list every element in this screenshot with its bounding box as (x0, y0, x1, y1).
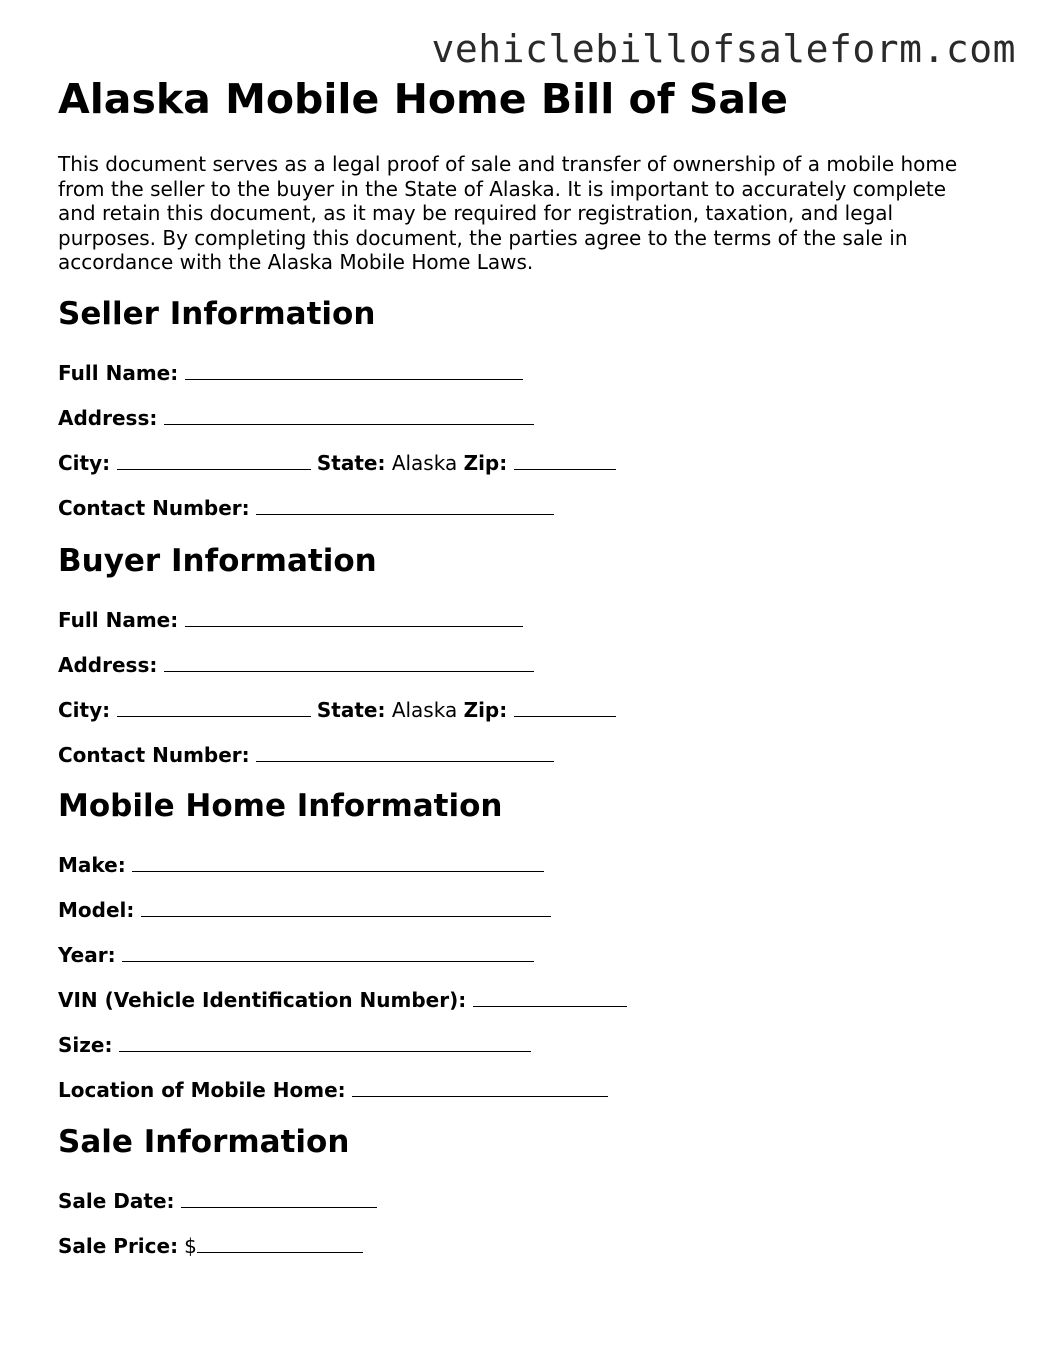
seller-heading: Seller Information (58, 296, 376, 332)
sale-section (58, 1124, 349, 1160)
seller-zip-input[interactable] (514, 450, 616, 470)
buyer-contact-input[interactable] (256, 742, 554, 762)
seller-contact-label: Contact Number: (58, 496, 250, 520)
seller-state-value: Alaska (391, 451, 458, 475)
buyer-contact-field (58, 742, 554, 767)
sale-price-currency: $ (184, 1234, 197, 1258)
home-location-label: Location of Mobile Home: (58, 1078, 346, 1102)
intro-paragraph: This document serves as a legal proof of sale and transfer of ownership of a mobile home from the seller to the buyer in the State of Alaska. It is important to accurately complete and retain this document, as it may be required for registration, taxation, and legal purposes. By completing this document, the parties agree to the terms of the sale in accordance with the Alaska Mobile Home Laws. (58, 152, 958, 274)
home-size-input[interactable] (119, 1032, 531, 1052)
sale-price-field (58, 1233, 363, 1258)
seller-contact-field (58, 495, 554, 520)
home-vin-input[interactable] (473, 987, 627, 1007)
buyer-city-input[interactable] (117, 697, 311, 717)
sale-heading: Sale Information (58, 1124, 350, 1160)
seller-zip-label: Zip: (463, 451, 508, 475)
buyer-full-name-input[interactable] (185, 607, 523, 627)
home-location-field (58, 1077, 608, 1102)
sale-date-field (58, 1188, 377, 1213)
buyer-address-field (58, 652, 534, 677)
home-make-field (58, 852, 544, 877)
document-title: Alaska Mobile Home Bill of Sale (58, 75, 788, 123)
sale-date-label: Sale Date: (58, 1189, 175, 1213)
home-size-field (58, 1032, 531, 1057)
home-make-label: Make: (58, 853, 126, 877)
seller-section (58, 296, 375, 332)
home-year-field (58, 942, 534, 967)
seller-state-label: State: (316, 451, 386, 475)
seller-full-name-input[interactable] (185, 360, 523, 380)
buyer-city-label: City: (58, 698, 111, 722)
buyer-zip-input[interactable] (514, 697, 616, 717)
home-model-input[interactable] (141, 897, 551, 917)
buyer-address-input[interactable] (164, 652, 534, 672)
document-body (58, 75, 998, 1258)
seller-full-name-label: Full Name: (58, 361, 179, 385)
home-model-field (58, 897, 551, 922)
site-watermark: vehiclebillofsaleform.com (431, 27, 1016, 71)
sale-price-label: Sale Price: (58, 1234, 179, 1258)
buyer-full-name-label: Full Name: (58, 608, 179, 632)
home-section (58, 788, 502, 824)
buyer-contact-label: Contact Number: (58, 743, 250, 767)
seller-full-name-field (58, 360, 523, 385)
buyer-city-state-zip-field (58, 697, 616, 722)
buyer-state-value: Alaska (391, 698, 458, 722)
home-heading: Mobile Home Information (58, 788, 503, 824)
buyer-address-label: Address: (58, 653, 158, 677)
buyer-state-label: State: (316, 698, 386, 722)
buyer-section (58, 543, 377, 579)
home-make-input[interactable] (132, 852, 544, 872)
sale-date-input[interactable] (181, 1188, 377, 1208)
buyer-heading: Buyer Information (58, 543, 377, 579)
home-vin-field (58, 987, 627, 1012)
home-location-input[interactable] (352, 1077, 608, 1097)
buyer-full-name-field (58, 607, 523, 632)
seller-address-input[interactable] (164, 405, 534, 425)
home-size-label: Size: (58, 1033, 113, 1057)
sale-price-input[interactable] (197, 1233, 363, 1253)
seller-city-label: City: (58, 451, 111, 475)
buyer-zip-label: Zip: (463, 698, 508, 722)
home-year-input[interactable] (122, 942, 534, 962)
seller-city-state-zip-field (58, 450, 616, 475)
seller-address-field (58, 405, 534, 430)
home-model-label: Model: (58, 898, 135, 922)
seller-city-input[interactable] (117, 450, 311, 470)
home-vin-label: VIN (Vehicle Identification Number): (58, 988, 467, 1012)
seller-contact-input[interactable] (256, 495, 554, 515)
home-year-label: Year: (58, 943, 116, 967)
seller-address-label: Address: (58, 406, 158, 430)
